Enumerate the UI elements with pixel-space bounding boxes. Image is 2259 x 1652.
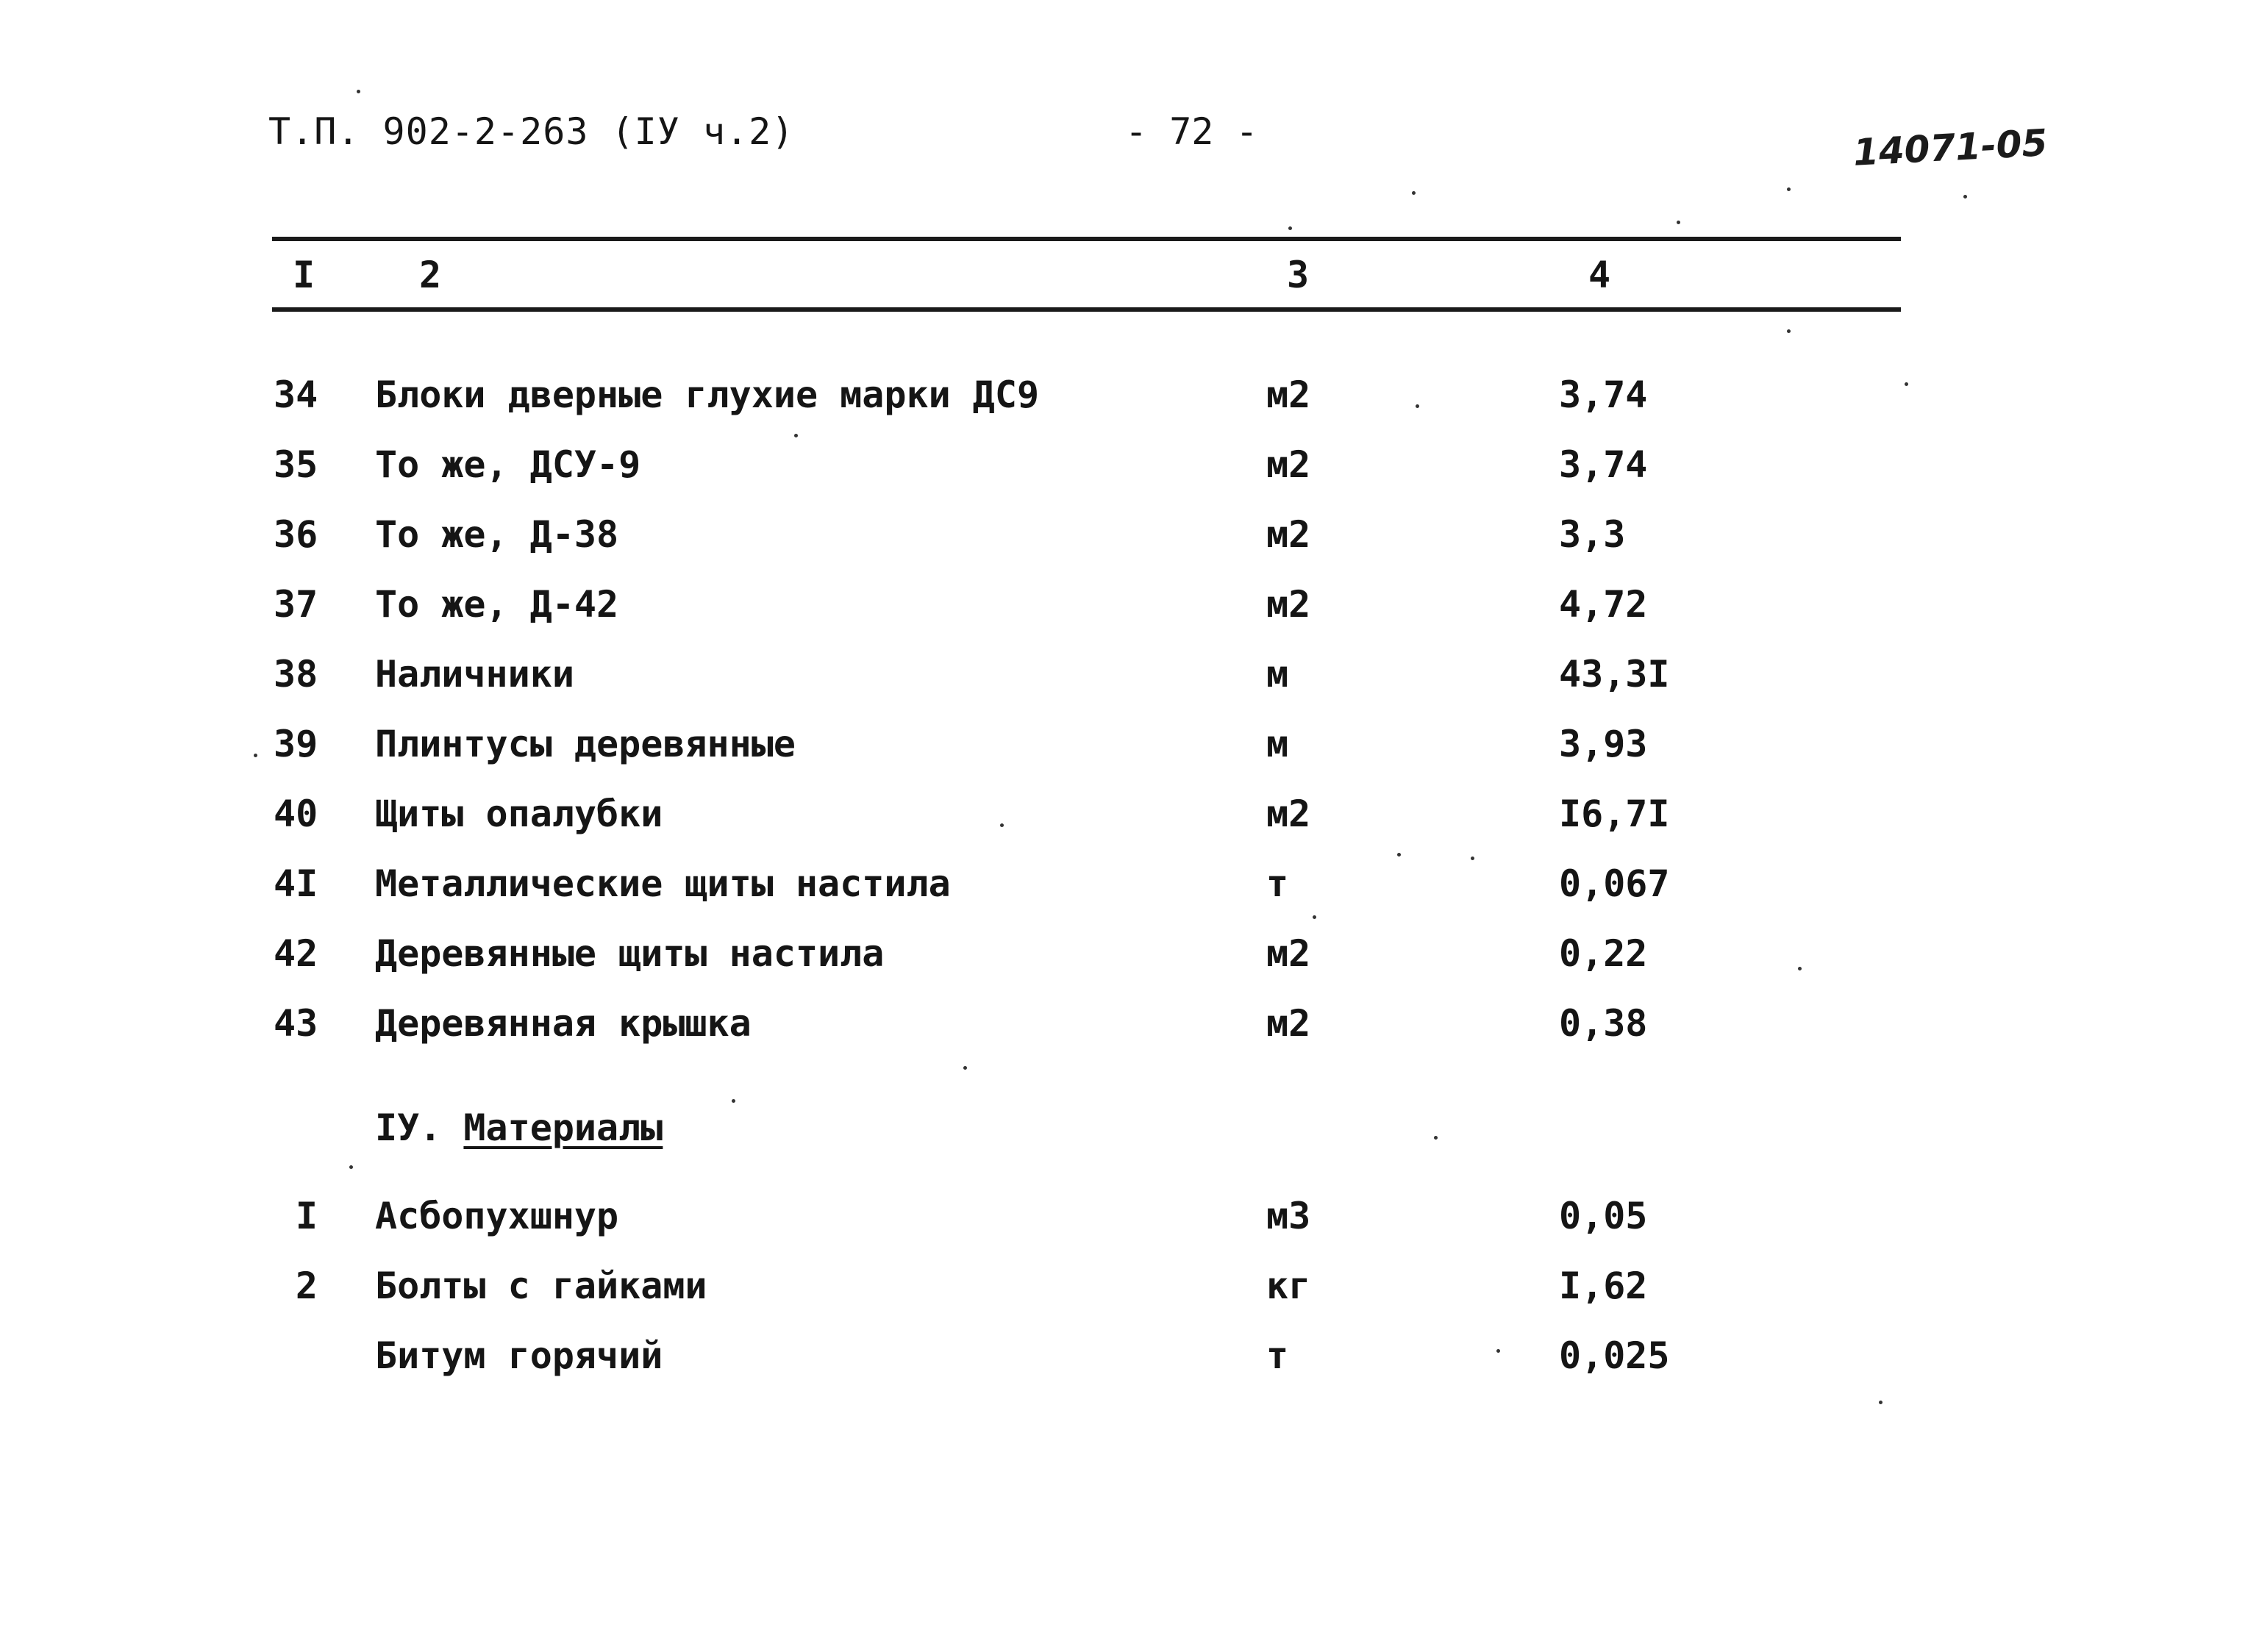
row-unit: т [1266, 1334, 1289, 1377]
row-value: 3,3 [1559, 513, 1626, 556]
scan-speck [1397, 853, 1401, 857]
column-header-4: 4 [1588, 254, 1611, 296]
table-row [0, 723, 2259, 789]
row-name: Деревянная крышка [375, 1002, 752, 1045]
row-value: I6,7I [1559, 793, 1670, 835]
row-name: Наличники [375, 653, 574, 696]
table-row [0, 443, 2259, 509]
row-number: 40 [274, 793, 318, 835]
page-number: - 72 - [1125, 110, 1258, 153]
table-row [0, 1334, 2259, 1401]
table-row [0, 1195, 2259, 1261]
row-value: 0,025 [1559, 1334, 1670, 1377]
table-row [0, 932, 2259, 998]
handwritten-stamp: 14071-05 [1852, 121, 2049, 174]
section-prefix: IУ. [375, 1106, 442, 1149]
table-row [0, 793, 2259, 859]
row-name: То же, Д-38 [375, 513, 619, 556]
row-unit: м2 [1266, 583, 1311, 626]
row-name: То же, Д-42 [375, 583, 619, 626]
table-row [0, 862, 2259, 929]
column-header-2: 2 [419, 254, 442, 296]
row-name: Деревянные щиты настила [375, 932, 885, 975]
row-name: Асбопухшнур [375, 1195, 619, 1237]
scan-speck [1905, 382, 1908, 386]
row-unit: м2 [1266, 443, 1311, 486]
scan-speck [1787, 187, 1791, 191]
row-number: 34 [274, 373, 318, 416]
scan-speck [1798, 967, 1802, 970]
row-value: 3,93 [1559, 723, 1648, 765]
scan-speck [1313, 915, 1316, 919]
scan-speck [1000, 823, 1004, 827]
row-number: 42 [274, 932, 318, 975]
row-number: 39 [274, 723, 318, 765]
scan-speck [1416, 404, 1419, 408]
row-number: 2 [295, 1265, 318, 1307]
table-row [0, 513, 2259, 579]
row-unit: м [1266, 653, 1289, 696]
scan-speck [357, 90, 360, 93]
document-reference: Т.П. 902-2-263 (IУ ч.2) [268, 110, 795, 153]
scan-speck [1288, 226, 1292, 230]
scan-speck [963, 1066, 967, 1070]
row-unit: м2 [1266, 513, 1311, 556]
scan-speck [1879, 1401, 1882, 1404]
row-number: 38 [274, 653, 318, 696]
table-row [0, 583, 2259, 649]
scan-speck [349, 1165, 353, 1169]
row-value: 0,22 [1559, 932, 1648, 975]
row-unit: кг [1266, 1265, 1311, 1307]
table-row [0, 1002, 2259, 1068]
scan-speck [1787, 329, 1791, 333]
row-number: 36 [274, 513, 318, 556]
scan-speck [1677, 221, 1680, 224]
row-number: I [295, 1195, 318, 1237]
row-value: 0,05 [1559, 1195, 1648, 1237]
row-value: I,62 [1559, 1265, 1648, 1307]
column-header-1: I [293, 254, 315, 296]
row-unit: т [1266, 862, 1289, 905]
row-unit: м3 [1266, 1195, 1311, 1237]
section-heading [375, 1106, 663, 1149]
row-unit: м2 [1266, 932, 1311, 975]
table-row [0, 373, 2259, 440]
row-name: Щиты опалубки [375, 793, 663, 835]
row-name: Битум горячий [375, 1334, 663, 1377]
row-unit: м2 [1266, 793, 1311, 835]
row-name: То же, ДСУ-9 [375, 443, 641, 486]
column-header-3: 3 [1287, 254, 1310, 296]
row-value: 0,067 [1559, 862, 1670, 905]
row-unit: м [1266, 723, 1289, 765]
table-top-rule [272, 237, 1901, 241]
table-header-rule [272, 307, 1901, 312]
row-value: 0,38 [1559, 1002, 1648, 1045]
row-name: Блоки дверные глухие марки ДС9 [375, 373, 1040, 416]
section-title: Материалы [463, 1106, 663, 1149]
scan-speck [1963, 195, 1967, 199]
table-row [0, 653, 2259, 719]
row-unit: м2 [1266, 1002, 1311, 1045]
scan-speck [794, 434, 798, 437]
scan-speck [1412, 191, 1416, 195]
table-row [0, 1265, 2259, 1331]
scan-speck [1434, 1136, 1438, 1140]
row-number: 35 [274, 443, 318, 486]
row-unit: м2 [1266, 373, 1311, 416]
row-value: 4,72 [1559, 583, 1648, 626]
row-value: 43,3I [1559, 653, 1670, 696]
row-value: 3,74 [1559, 373, 1648, 416]
scan-speck [732, 1099, 735, 1103]
scan-speck [1496, 1349, 1500, 1353]
scan-speck [1471, 857, 1474, 860]
row-name: Плинтусы деревянные [375, 723, 796, 765]
row-number: 37 [274, 583, 318, 626]
scan-speck [254, 754, 257, 757]
row-name: Металлические щиты настила [375, 862, 951, 905]
row-value: 3,74 [1559, 443, 1648, 486]
row-number: 4I [274, 862, 318, 905]
row-number: 43 [274, 1002, 318, 1045]
row-name: Болты с гайками [375, 1265, 707, 1307]
